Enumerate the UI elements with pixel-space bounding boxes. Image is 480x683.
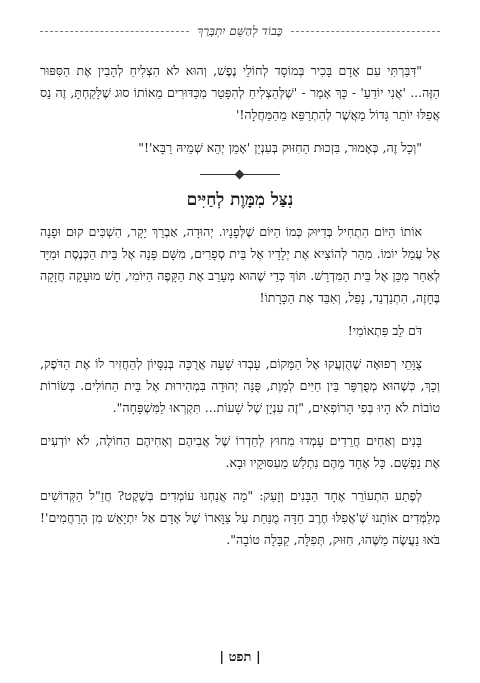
divider-diamond-ornament: [235, 170, 245, 180]
story-exclamation: דֹּם לֵב פִּתְאוֹמִי!: [347, 323, 422, 338]
quote-paragraph: "דִּבַּרְתִּי עִם אָדָם בָּכִיר בְּמוֹסָד לְחוֹלֵי נֶפֶשׁ, וְהוּא לֹא הִצְלִיחַ לְהָבִין אֶת הַסִּפּוּר הַזֶּה... 'אֲנִי יוֹדֵעַ' - כָּךְ אָמַר - 'שֶׁלְּהַצְלִיחַ לְהִפָּטֵר מִכַּדּוּרִים מֵאוֹתוֹ סוּג שֶׁלָּקַחְתָּ, זֶה נֵס אֲפִלּוּ יוֹתֵר גָּדוֹל מֵאֲשֶׁר לְהִתְרַפֵּא מֵהַמַּחֲלָה!': [40, 63, 440, 122]
section-divider: [200, 171, 280, 179]
page-number: | תפט |: [219, 650, 261, 665]
running-header: [40, 24, 440, 39]
story-paragraph: צֻוָּתֵי רְפוּאָה שֶׁהֻזְעֲקוּ אֶל הַמָּקוֹם, עָבְדוּ שָׁעָה אֲרֻכָּה בְּנִסָּיוֹן לְהַחֲזִיר לוֹ אֶת הַדֹּפֶק, וְכָךְ, כְּשֶׁהוּא מְפֻרְפָּר בֵּין חַיִּים לְמָוֶת, פֻּנָּה יְהוּדָה בִּמְהִירוּת אֶל בֵּית הַחוֹלִים. בְּשׂוֹרוֹת טוֹבוֹת לֹא הָיוּ בְּפִי הָרוֹפְאִים, "זֶה עִנְיָן שֶׁל שָׁעוֹת... תִּקְרְאוּ לַמִּשְׁפָּחָה".: [40, 356, 440, 415]
story-paragraph: בָּנִים וְאַחִים חֲרֵדִים עָמְדוּ מִחוּץ לְחַדְרוֹ שֶׁל אֲבִיהֶם וְאָחִיהֶם הַחוֹלֶה, לֹא יוֹדְעִים אֶת נַפְשָׁם. כָּל אֶחָד מֵהֶם נִתְלַשׁ מֵעִסּוּקָיו וּבָא.: [40, 433, 440, 470]
section-heading: נִצַּל מִמָּוֶת לְחַיִּים: [186, 190, 294, 210]
story-paragraph: אוֹתוֹ הַיּוֹם הִתְחִיל בְּדִיּוּק כְּמוֹ הַיּוֹם שֶׁלְּפָנָיו. יְהוּדָה, אַבְרֵךְ יָקָר, הִשְׁכִּים קוּם וּפָנָה אֶל עֲמַל יוֹמוֹ. מִהֵר לְהוֹצִיא אֶת יְלָדָיו אֶל בֵּית סְפָרִים, מִשָּׁם פָּנָה אֶל בֵּית הַכְּנֶסֶת וּמִיָּד לְאַחַר מִכֵּן אֶל בֵּית הַמִּדְרָשׁ. תּוֹךְ כְּדֵי שֶׁהוּא מְעָרֵב אֶת הַקָּפֶה הַיּוֹמִי, חָשׁ מוּעָקָה חֲזָקָה בֶּחָזֶה, הִתְנַדְנֵד, נָפַל, וְאִבֵּד אֶת הַכָּרָתוֹ!: [40, 224, 440, 305]
header-rule-right: [291, 31, 440, 32]
quote-conclusion: "וְכָל זֶה, כְּאָמוּר, בִּזְכוּת הַחִזּוּק בְּעִנְיַן 'אָמֵן יְהֵא שְׁמֵיהּ רַבָּא'!": [138, 140, 422, 155]
running-title: כָּבוֹד לְהַשֵּׁם יִתְבָּרַךְ: [197, 24, 283, 38]
story-paragraph: לְפֶתַע הִתְעוֹרֵר אֶחָד הַבָּנִים וְזָעַק: "מָה אֲנַחְנוּ עוֹמְדִים בְּשֶׁקֶט? חֲזַ"ל הַקְּדוֹשִׁים מְלַמְּדִים אוֹתָנוּ שֶׁ'אֲפִלּוּ חֶרֶב חַדָּה מֻנַּחַת עַל צַוָּארוֹ שֶׁל אָדָם אַל יִתְיָאֵשׁ מִן הָרַחֲמִים'! בֹּאוּ נַעֲשֶׂה מַשֶּׁהוּ, חִזּוּק, תְּפִלָּה, קַבָּלָה טוֹבָה".: [40, 488, 440, 547]
header-rule-left: [40, 31, 189, 32]
body-text: [40, 60, 440, 562]
